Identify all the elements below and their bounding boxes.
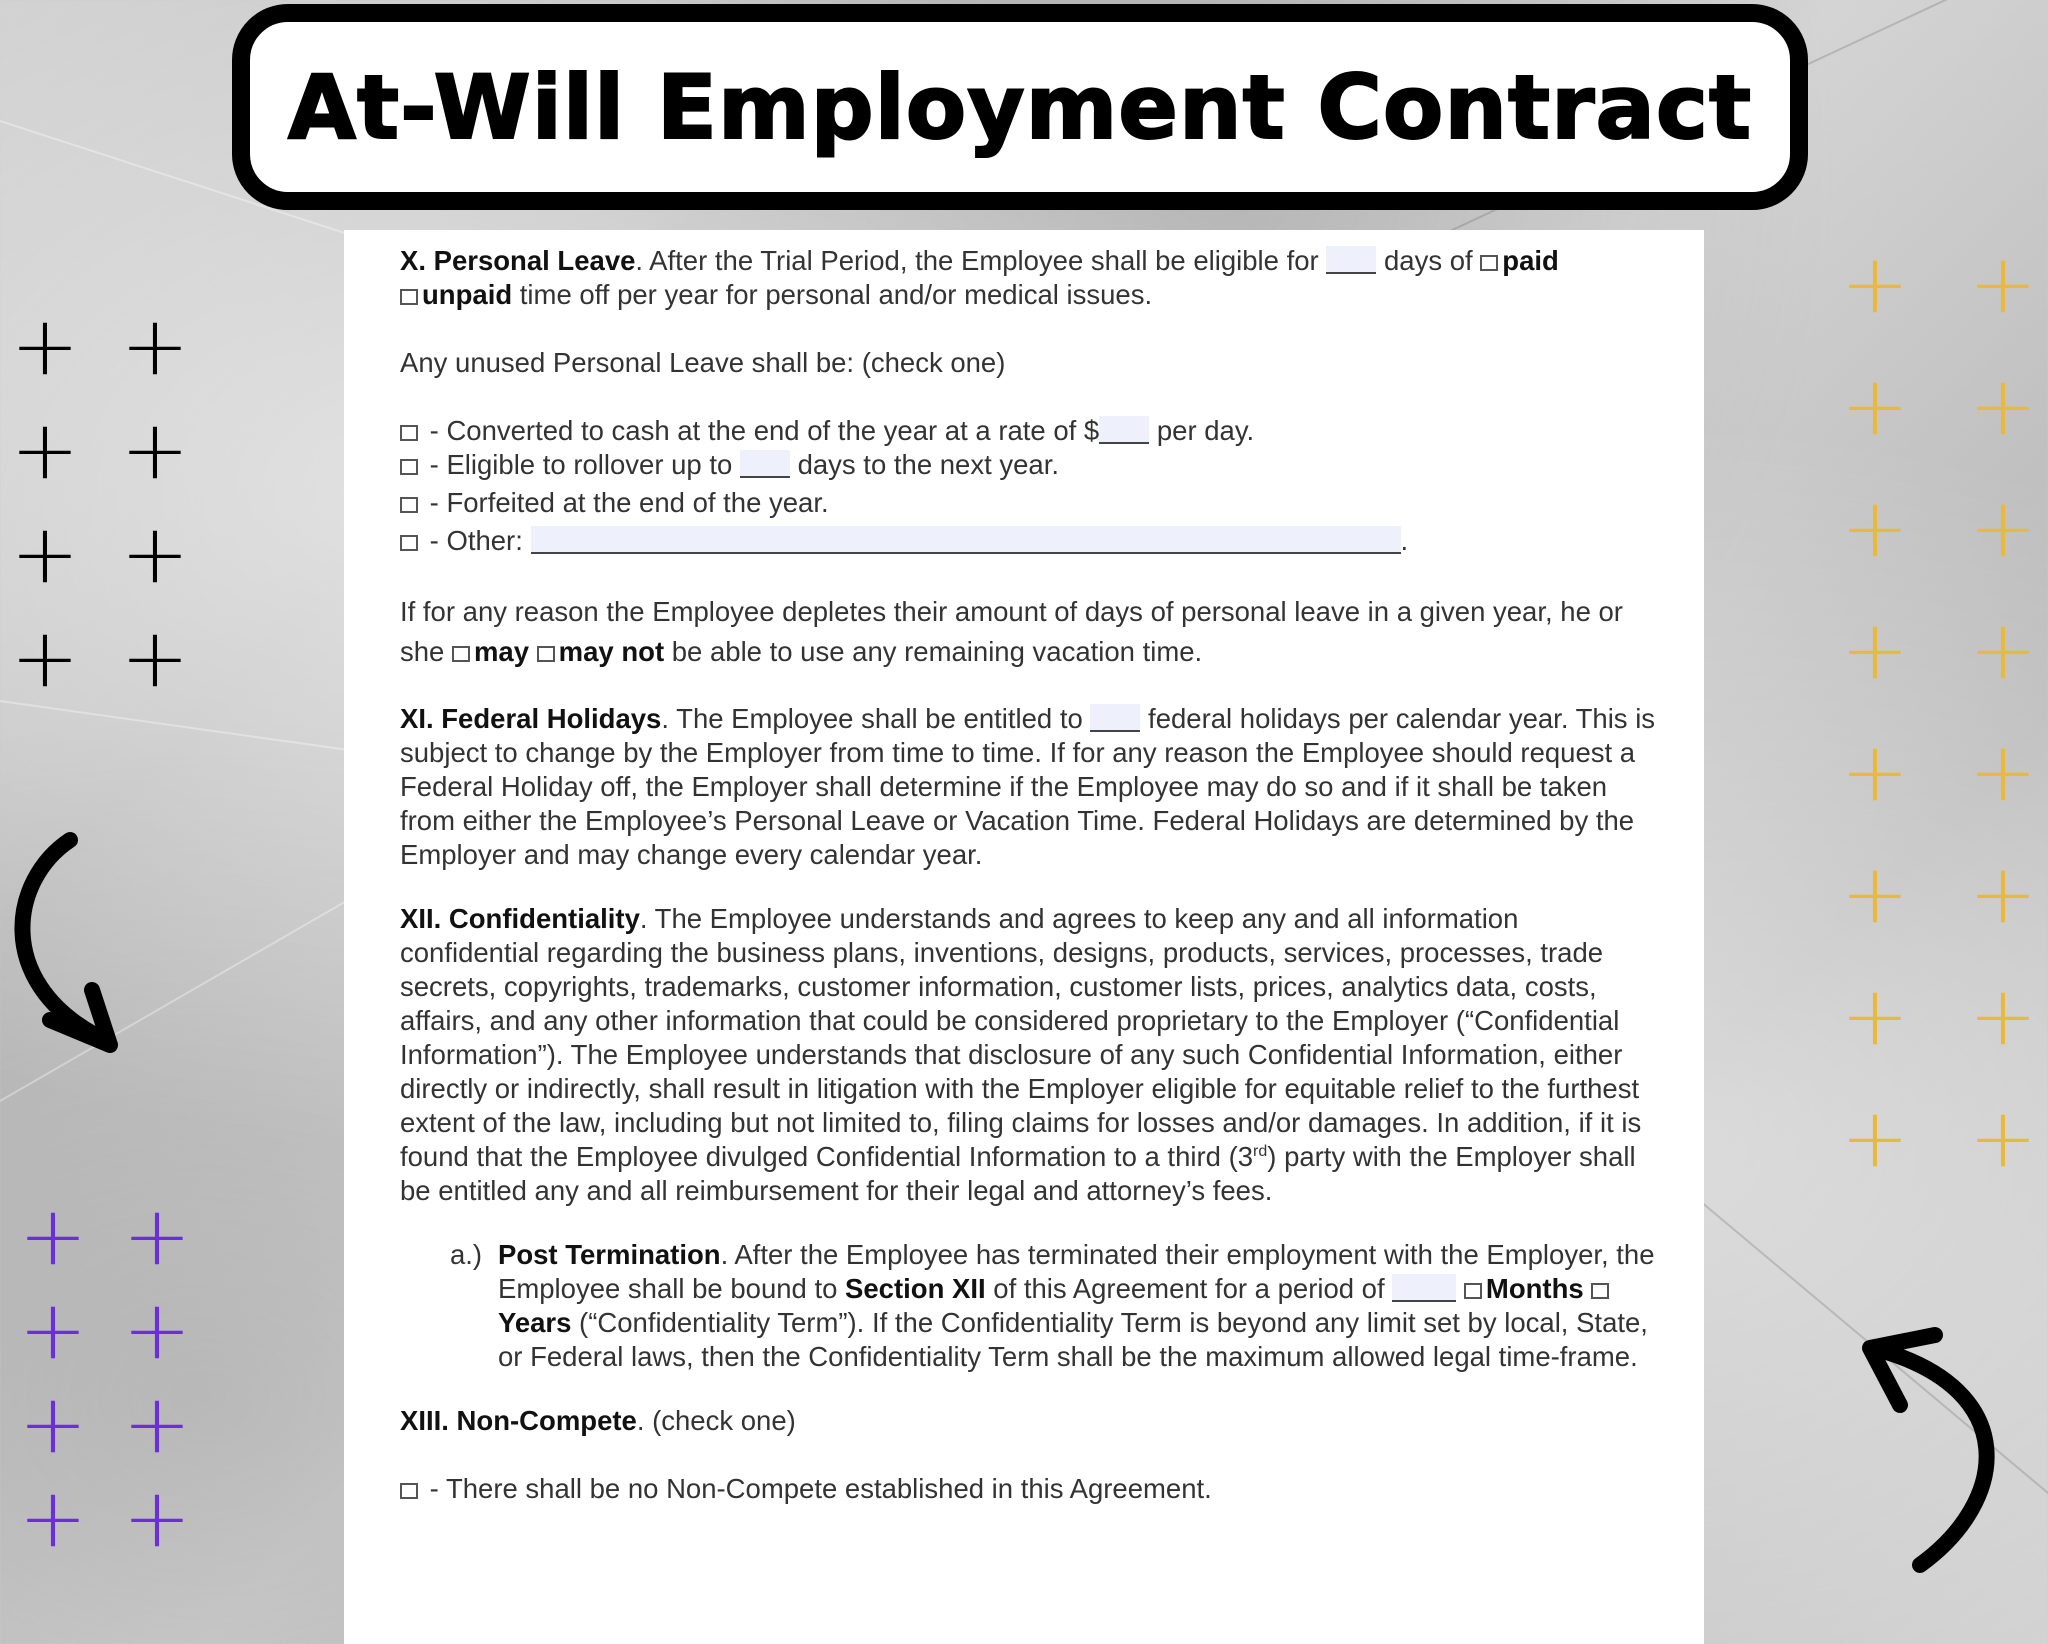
paragraph-text: of this Agreement for a period of: [985, 1273, 1393, 1304]
subsection-heading: Post Termination: [498, 1239, 721, 1270]
paragraph-text: ) party with the Employer shall be entitled any and all reimbursement for their legal and attorney’s fees.: [400, 1141, 1636, 1206]
unpaid-checkbox[interactable]: [400, 289, 418, 305]
plus-icon: +: [120, 299, 190, 394]
paragraph-text: . After the Employee has terminated their employment with the Employer, the Employee shall be bound to: [498, 1239, 1655, 1304]
rate-blank-field[interactable]: [1099, 416, 1149, 444]
may-checkbox[interactable]: [452, 646, 470, 662]
paragraph-text: federal holidays per calendar year. This is subject to change by the Employer from time to time. If for any reason the Employee should request a Federal Holiday off, the Employer shall determine if the Employee may do so and if it shall be taken from either the Employee’s Personal Leave or Vacation Time. Federal Holidays are determined by the Employer and may change every calendar year.: [400, 703, 1656, 870]
plus-icon: +: [122, 1283, 192, 1378]
rollover-checkbox[interactable]: [400, 459, 418, 475]
superscript: rd: [1253, 1142, 1268, 1160]
may-not-label: may not: [558, 636, 665, 667]
section-reference: Section XII: [845, 1273, 986, 1304]
option-text: - Forfeited at the end of the year.: [422, 487, 829, 518]
plus-icon: +: [1840, 359, 1910, 454]
plus-icon: +: [18, 1283, 88, 1378]
post-termination-subsection: [450, 1238, 1664, 1374]
plus-icon: +: [1968, 725, 2038, 820]
plus-icon: +: [1840, 847, 1910, 942]
curved-arrow-down-right-icon: [0, 830, 150, 1060]
other-checkbox[interactable]: [400, 535, 418, 551]
plus-icon: +: [122, 1471, 192, 1566]
option-text: days to the next year.: [789, 449, 1059, 480]
option-text: - Other:: [422, 525, 531, 556]
plus-icon: +: [10, 299, 80, 394]
years-label: Years: [498, 1307, 572, 1338]
option-text: .: [1400, 525, 1409, 556]
convert-cash-checkbox[interactable]: [400, 425, 418, 441]
paper-crease: [0, 700, 396, 758]
paragraph-text: . After the Trial Period, the Employee shall be eligible for: [635, 245, 1327, 276]
section-heading: XI. Federal Holidays: [400, 703, 662, 734]
document-page: [344, 230, 1704, 1644]
plus-icon: +: [1968, 481, 2038, 576]
section-heading: XIII. Non-Compete: [400, 1405, 637, 1436]
plus-icon: +: [1840, 603, 1910, 698]
no-non-compete-checkbox[interactable]: [400, 1483, 418, 1499]
option-text: - Eligible to rollover up to: [422, 449, 740, 480]
holidays-blank-field[interactable]: [1090, 704, 1140, 732]
page-title: At-Will Employment Contract: [287, 55, 1753, 159]
plus-icon: +: [1968, 359, 2038, 454]
plus-icon: +: [1968, 847, 2038, 942]
option-forfeited: [400, 486, 1664, 520]
plus-icon: +: [1968, 237, 2038, 332]
years-checkbox[interactable]: [1591, 1283, 1609, 1299]
paragraph-text: be able to use any remaining vacation time.: [664, 636, 1203, 667]
federal-holidays-paragraph: [400, 702, 1664, 872]
plus-icon: +: [122, 1189, 192, 1284]
plus-icon: +: [120, 507, 190, 602]
paid-label: paid: [1502, 245, 1559, 276]
plus-icon: +: [10, 507, 80, 602]
unpaid-label: unpaid: [422, 279, 513, 310]
plus-icon: +: [10, 403, 80, 498]
plus-icon: +: [1840, 725, 1910, 820]
unused-leave-prompt: Any unused Personal Leave shall be: (check one): [400, 347, 1006, 378]
paid-checkbox[interactable]: [1480, 255, 1498, 271]
option-convert-cash: [400, 414, 1664, 448]
plus-icon: +: [120, 403, 190, 498]
plus-icon: +: [1840, 969, 1910, 1064]
non-compete-paragraph: [400, 1404, 1664, 1438]
paragraph-text: . (check one): [636, 1405, 796, 1436]
months-label: Months: [1485, 1273, 1584, 1304]
paragraph-text: days of: [1376, 245, 1481, 276]
list-label: a.): [450, 1239, 483, 1270]
paragraph-text: (“Confidentiality Term”). If the Confidentiality Term is beyond any limit set by local, State, or Federal laws, then the Confidentiality Term shall be the maximum allowed legal time-frame.: [498, 1307, 1648, 1372]
paragraph-text: time off per year for personal and/or medical issues.: [512, 279, 1153, 310]
days-blank-field[interactable]: [1326, 246, 1376, 274]
rollover-days-blank-field[interactable]: [740, 450, 790, 478]
option-rollover: [400, 448, 1664, 482]
plus-icon: +: [10, 611, 80, 706]
section-heading: XII. Confidentiality: [400, 903, 640, 934]
other-blank-field[interactable]: [531, 526, 1401, 554]
section-heading: X. Personal Leave: [400, 245, 636, 276]
option-text: - Converted to cash at the end of the year at a rate of $: [422, 415, 1100, 446]
plus-icon: +: [18, 1471, 88, 1566]
plus-icon: +: [18, 1189, 88, 1284]
plus-icon: +: [1968, 1091, 2038, 1186]
plus-icon: +: [122, 1377, 192, 1472]
deplete-paragraph: [400, 592, 1664, 672]
option-other: [400, 524, 1664, 558]
plus-icon: +: [18, 1377, 88, 1472]
plus-icon: +: [1840, 237, 1910, 332]
paragraph-text: If for any reason the Employee depletes their amount of days of personal leave in a given year, he or she: [400, 596, 1623, 667]
plus-icon: +: [1840, 1091, 1910, 1186]
paragraph-text: . The Employee shall be entitled to: [661, 703, 1091, 734]
plus-icon: +: [1840, 481, 1910, 576]
title-banner: [232, 4, 1808, 210]
plus-icon: +: [1968, 603, 2038, 698]
forfeited-checkbox[interactable]: [400, 497, 418, 513]
option-text: per day.: [1149, 415, 1255, 446]
confidentiality-paragraph: [400, 902, 1664, 1208]
months-checkbox[interactable]: [1464, 1283, 1482, 1299]
option-text: - There shall be no Non-Compete established in this Agreement.: [422, 1473, 1212, 1504]
personal-leave-paragraph: [400, 244, 1664, 312]
option-no-non-compete: [400, 1472, 1664, 1506]
paragraph-text: . The Employee understands and agrees to keep any and all information confidential regarding the business plans, inventions, designs, products, services, processes, trade secrets, copyrights, trademarks, customer information, customer lists, prices, analytics data, costs, affairs, and any other information that could be considered proprietary to the Employer (“Confidential Information”). The Employee understands that disclosure of any such Confidential Information, either directly or indirectly, shall result in litigation with the Employer eligible for equitable relief to the furthest extent of the law, including but not limited to, filing claims for losses and/or damages. In addition, if it is found that the Employee divulged Confidential Information to a third (3: [400, 903, 1642, 1172]
period-blank-field[interactable]: [1392, 1274, 1456, 1302]
may-label: may: [473, 636, 530, 667]
plus-icon: +: [1968, 969, 2038, 1064]
may-not-checkbox[interactable]: [537, 646, 555, 662]
plus-icon: +: [120, 611, 190, 706]
curved-arrow-up-left-icon: [1840, 1310, 2020, 1580]
